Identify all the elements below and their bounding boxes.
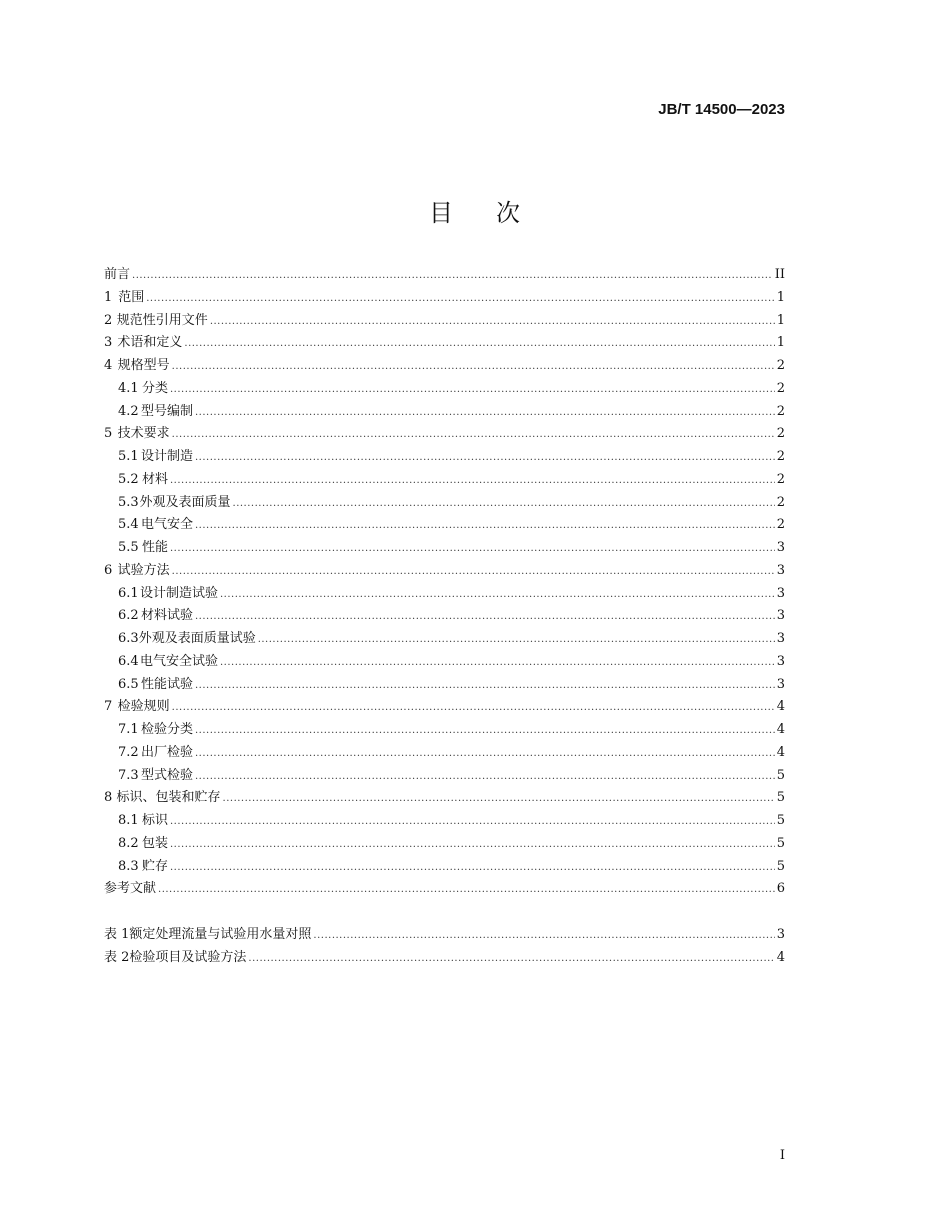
dot-leader [170, 379, 775, 402]
toc-entry[interactable] [104, 696, 785, 719]
toc-entry-title: 规范性引用文件 [116, 312, 208, 328]
dot-leader [170, 538, 775, 561]
toc-entry[interactable] [104, 446, 785, 469]
dot-leader [158, 879, 775, 902]
dot-leader [170, 834, 775, 857]
toc-entry[interactable] [104, 264, 785, 287]
toc-entry-title: 规格型号 [117, 358, 170, 373]
toc-entry-page: 3 [776, 585, 785, 601]
toc-entry-page: 6 [776, 881, 785, 897]
dot-leader [248, 948, 774, 971]
title-char-1: 目 [429, 199, 454, 227]
toc-entry-page: 4 [776, 744, 785, 760]
dot-leader [170, 470, 775, 493]
toc-entry-title: 外观及表面质量试验 [138, 631, 256, 646]
dot-leader [195, 720, 775, 743]
toc-entry-page: 3 [776, 631, 785, 646]
toc-entry-title: 术语和定义 [117, 335, 183, 351]
toc-entry-number: 5.1 [118, 449, 139, 464]
toc-entry-page: 2 [776, 471, 785, 487]
toc-entry-title: 试验方法 [117, 562, 170, 578]
toc-entry[interactable] [104, 514, 785, 537]
toc-entry[interactable] [104, 560, 785, 583]
toc-entry-page: 3 [776, 653, 785, 669]
toc-entry-page: 4 [776, 949, 785, 965]
toc-entry[interactable] [104, 423, 785, 446]
toc-entry-page: 5 [776, 790, 785, 806]
toc-entry-number: 6 [104, 562, 113, 578]
dot-leader [220, 652, 775, 675]
toc-entry[interactable] [104, 469, 785, 492]
toc-entry-number: 6.5 [118, 676, 139, 692]
toc-entry-title: 型式检验 [140, 767, 193, 783]
toc-entry-number: 5.3 [118, 494, 139, 510]
toc-entry[interactable] [104, 332, 785, 355]
toc-entry-page: 3 [776, 608, 785, 624]
toc-entry[interactable] [104, 355, 785, 378]
toc-entry-title: 材料 [141, 471, 168, 487]
toc-entry-title: 检验项目及试验方法 [129, 949, 247, 965]
toc-entry-number: 5.5 [118, 540, 139, 555]
toc-entry-page: 5 [776, 813, 785, 828]
toc-entry[interactable] [104, 742, 785, 765]
toc-entry-number: 8.2 [118, 835, 139, 851]
title-char-2: 次 [496, 199, 521, 227]
toc-entry-title: 设计制造试验 [139, 585, 218, 601]
toc-entry[interactable] [104, 310, 785, 333]
toc-entry-title: 范围 [118, 289, 145, 305]
toc-entry[interactable] [104, 856, 785, 879]
toc-entry-number: 表 1 [104, 927, 130, 942]
document-code: JB/T 14500—2023 [658, 101, 785, 118]
toc-entry-number: 1 [104, 289, 113, 305]
toc-entry[interactable] [104, 628, 785, 651]
toc-entry[interactable] [104, 537, 785, 560]
toc-entry-number: 8 [104, 790, 113, 806]
page-number: I [779, 1148, 785, 1163]
table-list-entry[interactable] [104, 947, 785, 970]
toc-entry-page: 2 [776, 380, 785, 396]
toc-entry-title: 型号编制 [140, 403, 193, 419]
toc-entry-title: 性能试验 [140, 676, 193, 692]
dot-leader [220, 584, 775, 607]
toc-entry-page: 2 [776, 426, 785, 442]
toc-entry[interactable] [104, 765, 785, 788]
toc-entry-number: 4.1 [118, 380, 139, 396]
toc-entry[interactable] [104, 492, 785, 515]
toc-entry-title: 额定处理流量与试验用水量对照 [129, 927, 312, 942]
toc-entry-title: 技术要求 [117, 426, 170, 442]
toc-spacer [104, 901, 785, 924]
dot-leader [172, 561, 775, 584]
toc-entry-page: 2 [776, 403, 785, 419]
toc-entry-number: 4 [104, 358, 113, 373]
toc-entry-number: 4.2 [118, 403, 139, 419]
dot-leader [146, 288, 774, 311]
toc-entry-number: 表 2 [104, 949, 130, 965]
dot-leader [195, 447, 775, 470]
toc-entry-number: 2 [104, 312, 113, 328]
toc-entry[interactable] [104, 833, 785, 856]
toc-entry-number: 3 [104, 335, 113, 351]
dot-leader [184, 333, 774, 356]
toc-entry-page: 4 [776, 722, 785, 737]
toc-entry-page: 2 [776, 517, 785, 533]
toc-entry-number: 6.2 [118, 608, 139, 624]
toc-entry-number: 8.1 [118, 813, 139, 828]
dot-leader [195, 766, 775, 789]
toc-entry-title: 出厂检验 [140, 744, 193, 760]
table-list-entry[interactable] [104, 924, 785, 947]
dot-leader [132, 265, 773, 288]
toc-entry[interactable] [104, 674, 785, 697]
toc-entry-page: 2 [776, 494, 785, 510]
toc-entry[interactable] [104, 583, 785, 606]
toc-entry-number: 7.3 [118, 767, 139, 783]
toc-entry-page: 3 [776, 562, 785, 578]
toc-entry[interactable] [104, 651, 785, 674]
toc-entry-title: 检验规则 [117, 699, 170, 715]
toc-entry-page: II [774, 267, 785, 282]
toc-entry[interactable] [104, 287, 785, 310]
dot-leader [172, 424, 775, 447]
toc-entry-title: 设计制造 [140, 449, 193, 464]
toc-entry[interactable] [104, 605, 785, 628]
dot-leader [170, 857, 775, 880]
toc-entry-page: 2 [776, 449, 785, 464]
toc-entry-page: 3 [776, 927, 785, 942]
page-title [0, 193, 950, 228]
toc-entry-number: 7 [104, 699, 113, 715]
toc-entry-number: 6.1 [118, 585, 139, 601]
toc-entry-title: 检验分类 [140, 722, 193, 737]
dot-leader [170, 811, 775, 834]
dot-leader [210, 311, 775, 334]
dot-leader [172, 697, 775, 720]
toc-entry-title: 分类 [141, 380, 168, 396]
table-of-contents [104, 264, 785, 970]
toc-entry-title: 材料试验 [140, 608, 193, 624]
toc-entry-page: 4 [776, 699, 785, 715]
toc-entry-page: 5 [776, 858, 785, 874]
dot-leader [223, 788, 775, 811]
toc-entry-number: 5.2 [118, 471, 139, 487]
toc-entry-page: 2 [776, 358, 785, 373]
toc-entry-number: 8.3 [118, 858, 139, 874]
toc-entry-title: 电气安全试验 [139, 653, 218, 669]
toc-entry-title: 前言 [104, 267, 131, 282]
dot-leader [258, 629, 775, 652]
toc-entry-title: 贮存 [141, 858, 168, 874]
toc-entry-number: 5.4 [118, 517, 139, 533]
dot-leader [313, 925, 774, 948]
toc-entry[interactable] [104, 787, 785, 810]
toc-entry-number: 7.2 [118, 744, 139, 760]
toc-entry-number: 7.1 [118, 722, 139, 737]
toc-entry-title: 电气安全 [140, 517, 193, 533]
dot-leader [233, 493, 775, 516]
dot-leader [195, 515, 775, 538]
toc-entry-title: 性能 [141, 540, 168, 555]
dot-leader [195, 743, 775, 766]
toc-entry-page: 1 [776, 289, 785, 305]
dot-leader [172, 356, 775, 379]
toc-entry-number: 6.3 [118, 631, 139, 646]
toc-entry-page: 3 [776, 540, 785, 555]
toc-entry-number: 5 [104, 426, 113, 442]
toc-entry[interactable] [104, 810, 785, 833]
toc-entry[interactable] [104, 878, 785, 901]
toc-entry-title: 包装 [141, 835, 168, 851]
toc-entry-page: 1 [776, 312, 785, 328]
toc-entry[interactable] [104, 378, 785, 401]
toc-entry-page: 5 [776, 767, 785, 783]
toc-entry-title: 标识、包装和贮存 [116, 790, 221, 806]
dot-leader [195, 675, 775, 698]
toc-entry-page: 1 [776, 335, 785, 351]
toc-entry-title: 标识 [141, 813, 168, 828]
toc-entry-page: 5 [776, 835, 785, 851]
toc-entry-title: 参考文献 [104, 881, 157, 897]
toc-entry[interactable] [104, 401, 785, 424]
toc-entry-number: 6.4 [118, 653, 139, 669]
dot-leader [195, 606, 775, 629]
toc-entry-page: 3 [776, 676, 785, 692]
toc-entry-title: 外观及表面质量 [139, 494, 231, 510]
toc-entry[interactable] [104, 719, 785, 742]
dot-leader [195, 402, 775, 425]
